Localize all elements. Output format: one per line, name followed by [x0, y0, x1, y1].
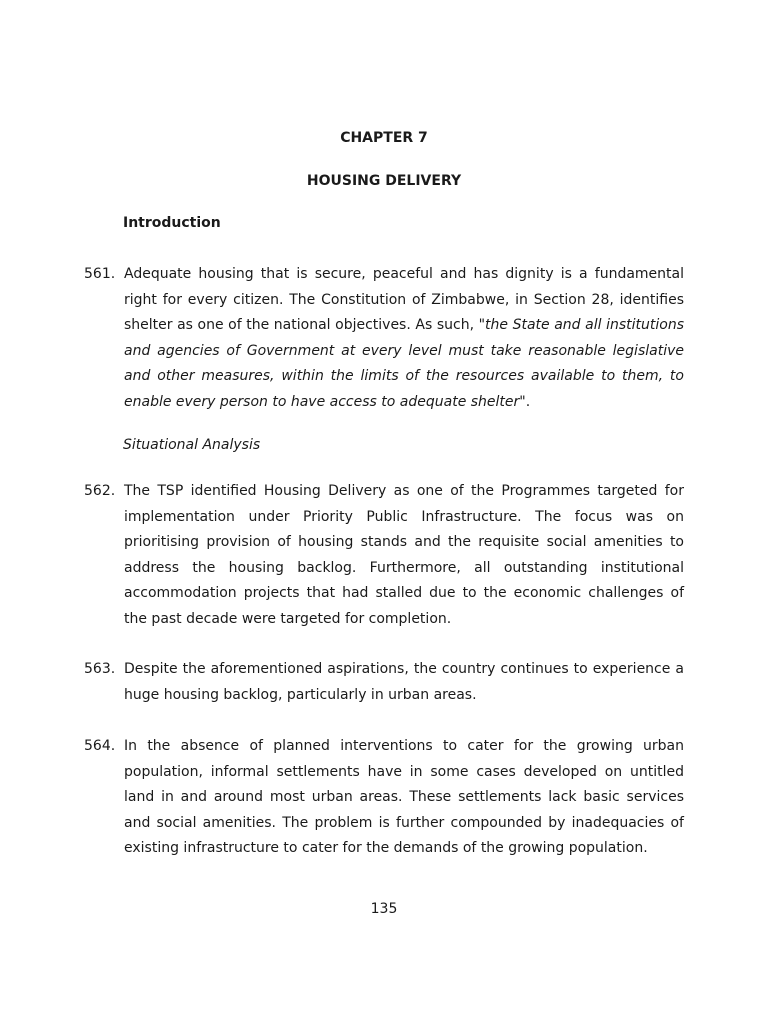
paragraph-number: 562.: [84, 483, 116, 499]
paragraph-text: Adequate housing that is secure, peaceful and has dignity is a fundamental right for every citizen. The Constitution of Zimbabwe, in Section 28, identifies shelter as one of the national objectives. As such,: [124, 266, 684, 333]
chapter-title: CHAPTER 7: [340, 130, 428, 146]
section-title: HOUSING DELIVERY: [306, 173, 462, 189]
paragraph-body: Despite the aforementioned aspirations, the country continues to experience a huge housing backlog, particularly in urban areas.: [124, 661, 684, 703]
paragraph-562: [84, 479, 684, 632]
paragraph-563: [84, 657, 684, 708]
situational-analysis-heading: Situational Analysis: [123, 437, 261, 453]
paragraph-body: In the absence of planned interventions to cater for the growing urban population, informal settlements have in some cases developed on untitled land in and around most urban areas. These settlements lack basic services and social amenities. The problem is further compounded by inadequacies of existing infrastructure to cater for the demands of the growing population.: [124, 738, 684, 856]
paragraph-561: [84, 262, 684, 415]
paragraph-number: 561.: [84, 266, 116, 282]
paragraph-body: The TSP identified Housing Delivery as one of the Programmes targeted for implementation under Priority Public Infrastructure. The focus was on prioritising provision of housing stands and the requisite social amenities to address the housing backlog. Furthermore, all outstanding institutional accommodation projects that had stalled due to the economic challenges of the past decade were targeted for completion.: [124, 483, 684, 627]
paragraph-564: [84, 734, 684, 862]
paragraph-end: .: [525, 393, 531, 410]
page-number: 135: [370, 901, 398, 917]
introduction-heading: Introduction: [123, 215, 221, 231]
paragraph-body: [124, 262, 684, 415]
paragraph-number: 563.: [84, 661, 116, 677]
constitution-quote: "the State and all institutions and agencies of Government at every level must take reasonable legislative and other measures, within the limits of the resources available to them, to enable every person to have access to adequate shelter": [124, 317, 684, 410]
paragraph-number: 564.: [84, 738, 116, 754]
